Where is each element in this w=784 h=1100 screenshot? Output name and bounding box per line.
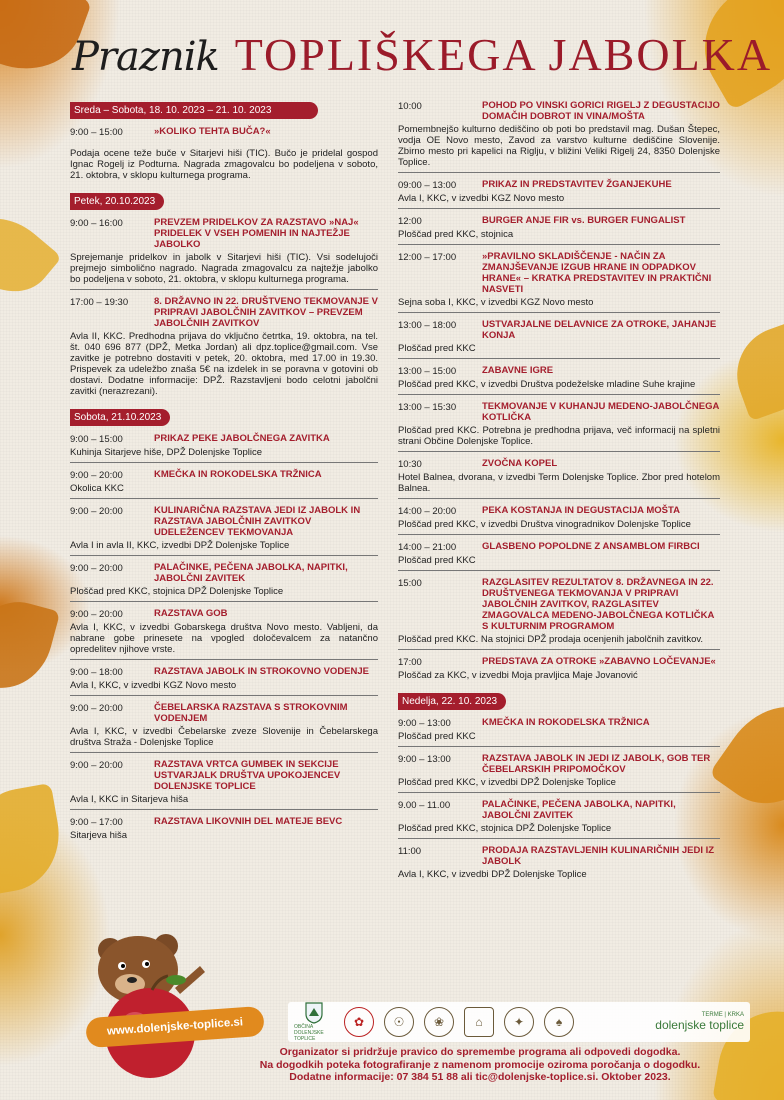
event-description: Avla I, KKC, v izvedbi Čebelarske zveze Slovenije in Čebelarskega društva Straža - Dolenjske Toplice [70, 726, 378, 748]
program-event [398, 753, 720, 793]
event-time: 13:00 – 15:30 [398, 402, 457, 413]
title-caps: TOPLIŠKEGA JABOLKA [234, 29, 773, 80]
event-title: »KOLIKO TEHTA BUČA?« [154, 126, 271, 137]
program-right-column [398, 100, 720, 890]
event-time: 9:00 – 20:00 [70, 609, 123, 620]
program-event [70, 666, 378, 696]
brand-logo: TERME | KRKA dolenjske toplice [655, 1012, 744, 1032]
event-time: 14:00 – 20:00 [398, 506, 457, 517]
event-title: RAZSTAVA GOB [154, 608, 228, 619]
agricultural-institute-logo-icon: ⌂ [464, 1007, 494, 1037]
website-link[interactable]: www.dolenjske-toplice.si [85, 1006, 265, 1048]
event-time: 10:30 [398, 459, 422, 470]
event-description: Avla I in avla II, KKC, izvedbi DPŽ Dolenjske Toplice [70, 540, 290, 551]
event-description: Ploščad pred KKC [398, 731, 476, 742]
municipality-crest-icon [305, 1002, 323, 1024]
event-time: 9:00 – 17:00 [70, 817, 123, 828]
event-description: Avla I, KKC in Sitarjeva hiša [70, 794, 189, 805]
event-time: 12:00 – 17:00 [398, 252, 457, 263]
event-time: 12:00 [398, 216, 422, 227]
event-title: GLASBENO POPOLDNE Z ANSAMBLOM FIRBCI [482, 541, 700, 552]
society-logo-icon: ✿ [344, 1007, 374, 1037]
event-time: 9:00 – 15:00 [70, 434, 123, 445]
program-event [398, 845, 720, 884]
footer-line: Na dogodkih poteka fotografiranje z namenom promocije oziroma poročanja o dogodku. [259, 1058, 701, 1071]
footer-notice [230, 1046, 730, 1084]
event-time: 9:00 – 20:00 [70, 703, 123, 714]
program-event [70, 759, 378, 810]
event-title: PEKA KOSTANJA IN DEGUSTACIJA MOŠTA [482, 505, 680, 516]
event-title: PREVZEM PRIDELKOV ZA RAZSTAVO »NAJ« PRIDELEK V VSEH POMENIH IN NAJTEŽJE JABOLKO [154, 217, 359, 250]
program-event [70, 608, 378, 660]
event-time: 9:00 – 13:00 [398, 754, 451, 765]
event-title: TEKMOVANJE V KUHANJU MEDENO-JABOLČNEGA KOTLIČKA [482, 401, 719, 423]
event-title: ZABAVNE IGRE [482, 365, 554, 376]
event-title: RAZSTAVA VRTCA GUMBEK IN SEKCIJE USTVARJALK DRUŠTVA UPOKOJENCEV DOLENJSKE TOPLICE [154, 759, 341, 792]
mushroom-society-logo-icon: ♠ [544, 1007, 574, 1037]
municipality-caption: OBČINA DOLENJSKE TOPLICE [294, 1024, 324, 1042]
event-time: 9:00 – 15:00 [70, 127, 123, 138]
event-time: 9:00 – 16:00 [70, 218, 123, 229]
event-title: PREDSTAVA ZA OTROKE »ZABAVNO LOČEVANJE« [482, 656, 716, 667]
event-description: Avla I, KKC, v izvedbi KGZ Novo mesto [70, 680, 237, 691]
event-title: RAZGLASITEV REZULTATOV 8. DRŽAVNEGA IN 22. DRUŠTVENEGA TEKMOVANJA V PRIPRAVI JABOLČNIH ZAVITKOV, RAZGLASITEV ZMAGOVALCA MEDENO-JABOLČNEGA KOTLIČKA S KULTURNIM PROGRAMOM [482, 577, 715, 632]
event-title: ZVOČNA KOPEL [482, 458, 558, 469]
dolenjske-toplice-brand: dolenjske toplice [655, 1018, 744, 1032]
event-time: 13:00 – 18:00 [398, 320, 457, 331]
event-description: Ploščad pred KKC [398, 555, 476, 566]
event-title: PALAČINKE, PEČENA JABOLKA, NAPITKI, JABOLČNI ZAVITEK [154, 562, 348, 584]
event-description: Ploščad pred KKC, v izvedbi Društva vinogradnikov Dolenjske Toplice [398, 519, 691, 530]
program-event [70, 562, 378, 602]
event-title: PRIKAZ PEKE JABOLČNEGA ZAVITKA [154, 433, 330, 444]
terme-logo-text: TERME [701, 1012, 723, 1018]
program-event [398, 458, 720, 499]
event-time: 14:00 – 21:00 [398, 542, 457, 553]
sponsor-logos-strip [288, 1002, 750, 1042]
footer-line: Dodatne informacije: 07 384 51 88 ali tic@dolenjske-toplice.si. Oktober 2023. [289, 1071, 671, 1083]
program-event [70, 217, 378, 290]
program-event [398, 799, 720, 839]
program-event [398, 505, 720, 535]
page-title [72, 28, 772, 84]
event-description: Hotel Balnea, dvorana, v izvedbi Term Dolenjske Toplice. Zbor pred hotelom Balnea. [398, 472, 720, 494]
event-title: PRIKAZ IN PREDSTAVITEV ŽGANJEKUHE [482, 179, 672, 190]
event-description: Ploščad pred KKC, stojnica [398, 229, 514, 240]
day-header: Sobota, 21.10.2023 [70, 409, 170, 426]
event-description: Avla I, KKC, v izvedbi Gobarskega društva Novo mesto. Vabljeni, da nabrane gobe prinesete na vpogled določevalcem za natančno opredelitev njihove vrste. [70, 622, 378, 655]
event-title: BURGER ANJE FIR vs. BURGER FUNGALIST [482, 215, 686, 226]
event-title: KMEČKA IN ROKODELSKA TRŽNICA [482, 717, 650, 728]
event-title: RAZSTAVA LIKOVNIH DEL MATEJE BEVC [154, 816, 343, 827]
beekeepers-logo-icon: ❀ [424, 1007, 454, 1037]
event-description: Avla II, KKC. Predhodna prijava do vključno četrtka, 19. oktobra, na tel. št. 040 696 877 (DPŽ, Metka Jordan) ali dpz.toplice@gmail.com. Vse zavitke je potrebno dostaviti v petek, 20. oktobra, med 17.00 in 19.30. Prispevek za udeležbo znaša 5€ na izdelek in se poravna v gotovini ob dostavi. Dodatne informacije: DPŽ. Razstavljeni bodo celotni jabolčni zavitki (nerazrezani). [70, 331, 378, 397]
event-title: ČEBELARSKA RAZSTAVA S STROKOVNIM VODENJEM [154, 702, 348, 724]
program-left-column [70, 100, 378, 851]
women-society-logo-icon: ☉ [384, 1007, 414, 1037]
event-description: Ploščad pred KKC. Na stojnici DPŽ prodaja ocenjenih jabolčnih zavitkov. [398, 634, 704, 645]
event-description: Podaja ocene teže buče v Sitarjevi hiši (TIC). Bučo je pridelal gospod Ignac Rogelj iz Podturna. Nagrada zmagovalcu bo podeljena v soboto, 21. oktobra, v sklopu kulturnega programa. [70, 148, 378, 181]
event-time: 9:00 – 20:00 [70, 563, 123, 574]
event-time: 15:00 [398, 578, 422, 589]
program-event [398, 365, 720, 395]
event-description: Sejna soba I, KKC, v izvedbi KGZ Novo mesto [398, 297, 594, 308]
event-title: RAZSTAVA JABOLK IN JEDI IZ JABOLK, GOB TER ČEBELARSKIH PRIPOMOČKOV [482, 753, 711, 775]
bear-mascot-with-apple [80, 928, 230, 1078]
event-description: Ploščad pred KKC, v izvedbi Društva podeželske mladine Suhe krajine [398, 379, 696, 390]
day-header: Petek, 20.10.2023 [70, 193, 164, 210]
event-description: Ploščad pred KKC [398, 343, 476, 354]
event-description: Sitarjeva hiša [70, 830, 128, 841]
event-time: 9:00 – 20:00 [70, 760, 123, 771]
event-time: 17:00 – 19:30 [70, 297, 129, 308]
krka-logo-text: KRKA [727, 1012, 744, 1018]
event-description: Avla I, KKC, v izvedbi DPŽ Dolenjske Toplice [398, 869, 587, 880]
youth-society-logo-icon: ✦ [504, 1007, 534, 1037]
program-event [70, 126, 378, 185]
program-event [398, 577, 720, 650]
event-time: 9:00 – 13:00 [398, 718, 451, 729]
event-time: 11:00 [398, 846, 422, 857]
event-description: Ploščad pred KKC. Potrebna je predhodna prijava, več informacij na spletni strani Občine Dolenjske Toplice. [398, 425, 720, 447]
program-event [70, 702, 378, 753]
event-title: 8. DRŽAVNO IN 22. DRUŠTVENO TEKMOVANJE V PRIPRAVI JABOLČNIH ZAVITKOV – PREVZEM JABOLČNIH ZAVITKOV [154, 296, 378, 329]
event-title: KULINARIČNA RAZSTAVA JEDI IZ JABOLK IN RAZSTAVA JABOLČNIH ZAVITKOV UDELEŽENCEV TEKMOVANJA [154, 505, 361, 538]
program-event [398, 401, 720, 452]
day-header: Sreda – Sobota, 18. 10. 2023 – 21. 10. 2023 [70, 102, 318, 119]
event-title: PRODAJA RAZSTAVLJENIH KULINARIČNIH JEDI IZ JABOLK [482, 845, 715, 867]
event-time: 10:00 [398, 101, 422, 112]
program-event [398, 717, 720, 747]
program-event [70, 816, 378, 845]
program-event [398, 541, 720, 571]
event-time: 13:00 – 15:00 [398, 366, 457, 377]
event-description: Ploščad pred KKC, stojnica DPŽ Dolenjske Toplice [70, 586, 284, 597]
event-description: Sprejemanje pridelkov in jabolk v Sitarjevi hiši (TIC). Vsi sodelujoči prejmejo simbolično nagrado. Nagrada zmagovalcu za najtežje jabolko bo podeljena v soboto, 21. oktobra, v sklopu kulturnega programa. [70, 252, 378, 285]
program-event [70, 433, 378, 463]
program-event [398, 215, 720, 245]
event-title: RAZSTAVA JABOLK IN STROKOVNO VODENJE [154, 666, 369, 677]
event-time: 9:00 – 18:00 [70, 667, 123, 678]
event-time: 9:00 – 20:00 [70, 506, 123, 517]
event-time: 17:00 [398, 657, 422, 668]
program-event [398, 179, 720, 209]
event-description: Avla I, KKC, v izvedbi KGZ Novo mesto [398, 193, 565, 204]
day-header: Nedelja, 22. 10. 2023 [398, 693, 506, 710]
event-time: 9:00 – 20:00 [70, 470, 123, 481]
event-title: KMEČKA IN ROKODELSKA TRŽNICA [154, 469, 322, 480]
program-event [398, 319, 720, 359]
event-description: Pomembnejšo kulturno dediščino ob poti bo predstavil mag. Dušan Štepec, vodja OE Novo mesto, Zavod za varstvo kulturne dediščine Slovenije. Zbirno mesto pri kapelici na Riglju, v bližini Veliki Rigelj 24, 8350 Dolenjske Toplice. [398, 124, 720, 168]
program-event [70, 469, 378, 499]
event-description: Okolica KKC [70, 483, 124, 494]
event-description: Ploščad pred KKC, stojnica DPŽ Dolenjske Toplice [398, 823, 612, 834]
event-title: PALAČINKE, PEČENA JABOLKA, NAPITKI, JABOLČNI ZAVITEK [482, 799, 676, 821]
event-time: 09:00 – 13:00 [398, 180, 457, 191]
event-title: »PRAVILNO SKLADIŠČENJE - NAČIN ZA ZMANJŠEVANJE IZGUB HRANE IN ODPADKOV HRANE« – KRATKA PREDSTAVITEV IN PRAKTIČNI NASVETI [482, 251, 712, 295]
event-title: USTVARJALNE DELAVNICE ZA OTROKE, JAHANJE KONJA [482, 319, 717, 341]
footer-line: Organizator si pridržuje pravico do spremembe programa ali odpovedi dogodka. [279, 1046, 681, 1058]
event-time: 9.00 – 11.00 [398, 800, 451, 811]
event-description: Kuhinja Sitarjeve hiše, DPŽ Dolenjske Toplice [70, 447, 263, 458]
event-title: POHOD PO VINSKI GORICI RIGELJ Z DEGUSTACIJO DOMAČIH DOBROT IN VINA/MOŠTA [482, 100, 720, 122]
program-event [70, 505, 378, 556]
event-description: Ploščad pred KKC, v izvedbi DPŽ Dolenjske Toplice [398, 777, 616, 788]
program-event [398, 251, 720, 313]
event-description: Ploščad za KKC, v izvedbi Moja pravljica Maje Jovanović [398, 670, 638, 681]
title-script-word: Praznik [72, 34, 219, 80]
program-event [70, 296, 378, 401]
program-event [398, 656, 720, 685]
municipality-logo [294, 1002, 334, 1042]
program-event [398, 100, 720, 173]
